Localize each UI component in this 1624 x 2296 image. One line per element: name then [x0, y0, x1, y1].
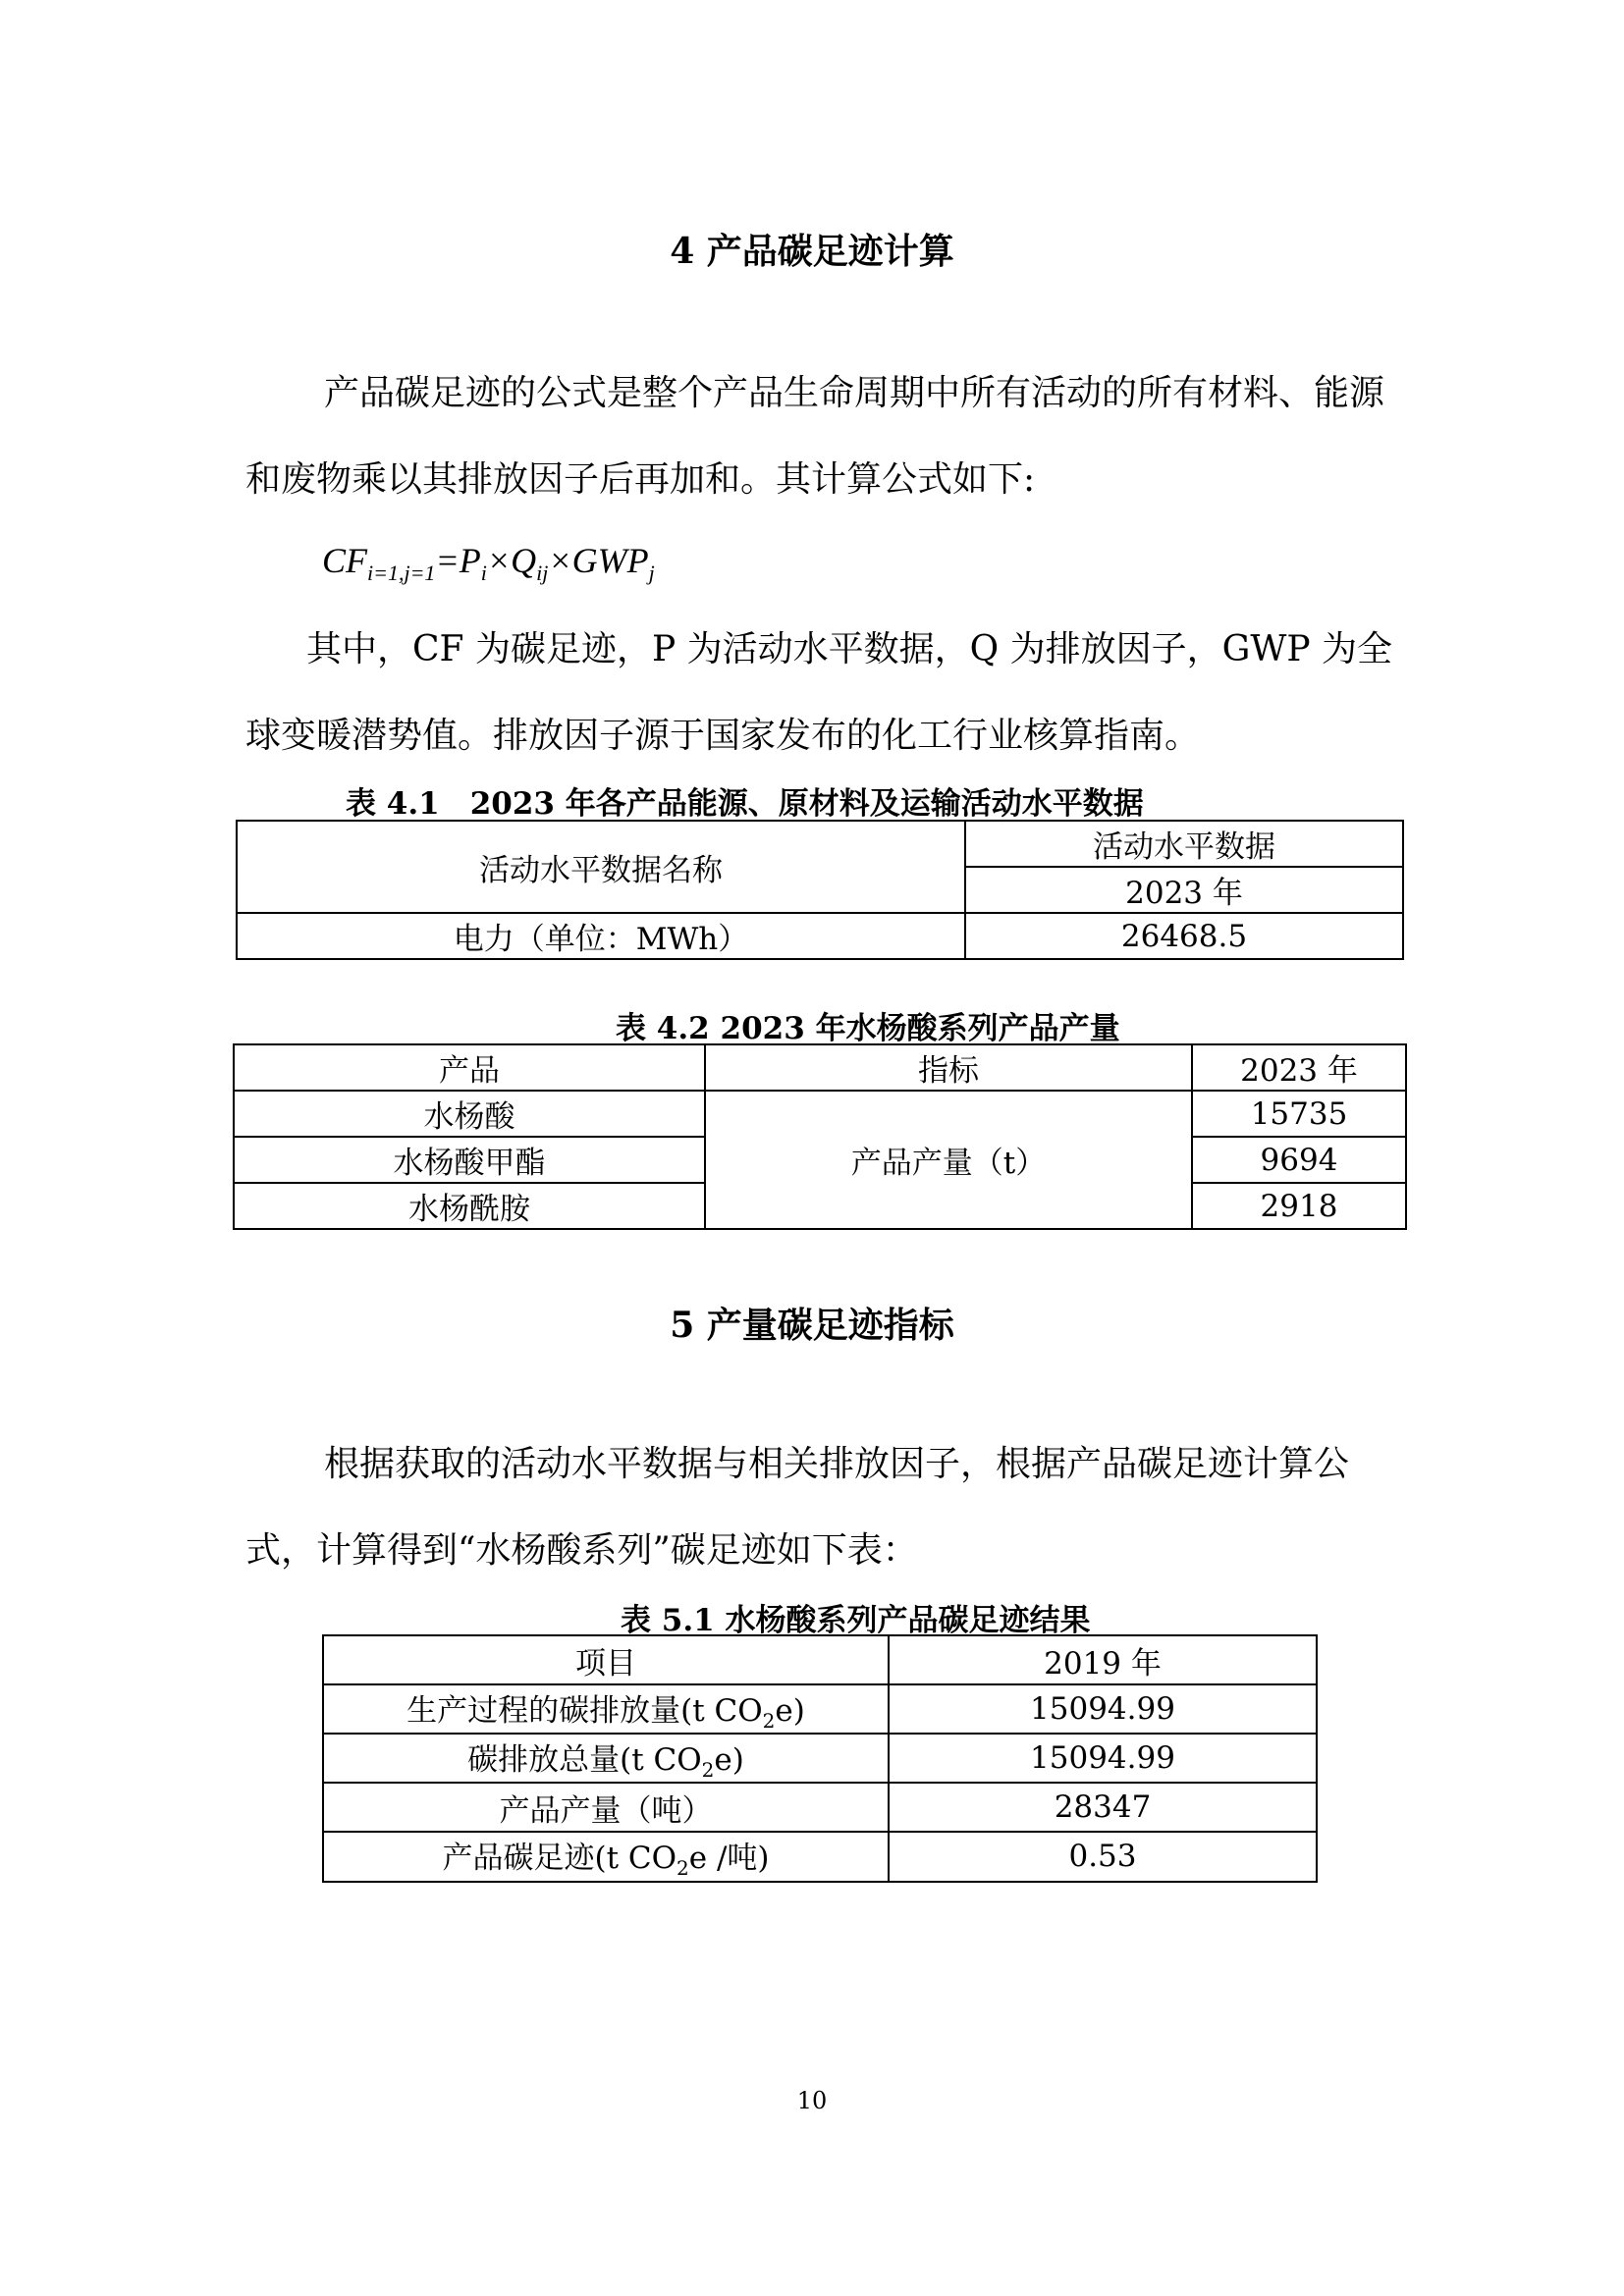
item-subscript: 2 — [762, 1709, 776, 1734]
table-row — [323, 1684, 1317, 1734]
table-5-1-cell-value: 0.53 — [889, 1832, 1317, 1881]
table-4-2-cell-value: 15735 — [1192, 1091, 1406, 1137]
table-5-1-cell-item — [323, 1684, 889, 1734]
section-4-paragraph-2: 其中，CF 为碳足迹，P 为活动水平数据，Q 为排放因子，GWP 为全球变暖潜势值。排放因子源于国家发布的化工行业核算指南。 — [245, 629, 1393, 756]
table-4-1 — [236, 820, 1404, 960]
section-5-heading: 5 产量碳足迹指标 — [670, 1305, 954, 1346]
item-text: 生产过程的碳排放量(t CO — [406, 1693, 763, 1729]
table-row — [234, 1091, 1406, 1137]
table-5-1-header-year: 2019 年 — [889, 1635, 1317, 1684]
section-4-heading: 4 产品碳足迹计算 — [670, 231, 954, 272]
item-subscript: 2 — [677, 1856, 689, 1881]
item-text: 碳排放总量(t CO — [467, 1742, 702, 1779]
table-row — [323, 1783, 1317, 1832]
table-5-1-cell-item — [323, 1832, 889, 1881]
table-4-1-header-year: 2023 年 — [965, 867, 1403, 913]
item-subscript: 2 — [701, 1758, 715, 1783]
item-text-suffix: e /吨) — [688, 1841, 770, 1877]
item-text: 产品产量（吨） — [499, 1792, 713, 1829]
page-number: 10 — [796, 2087, 828, 2114]
table-4-2 — [233, 1043, 1407, 1230]
table-4-2-header-product: 产品 — [234, 1044, 705, 1091]
table-4-2-cell-product: 水杨酰胺 — [234, 1183, 705, 1229]
table-5-1-cell-value: 15094.99 — [889, 1684, 1317, 1734]
table-row — [323, 1832, 1317, 1881]
table-5-1-header-item: 项目 — [323, 1635, 889, 1684]
item-text: 产品碳足迹(t CO — [442, 1841, 677, 1877]
table-row — [237, 913, 1403, 959]
section-4-paragraph-1: 产品碳足迹的公式是整个产品生命周期中所有活动的所有材料、能源和废物乘以其排放因子后再加和。其计算公式如下: — [245, 373, 1385, 500]
table-5-1-cell-item — [323, 1734, 889, 1783]
table-5-1-caption: 表 5.1 水杨酸系列产品碳足迹结果 — [621, 1603, 1091, 1638]
formula-gwp: ×GWP — [548, 541, 649, 580]
table-4-2-header-year: 2023 年 — [1192, 1044, 1406, 1091]
formula-q-subscript: ij — [536, 561, 549, 586]
table-4-1-cell-name: 电力（单位：MWh） — [237, 913, 965, 959]
table-4-2-caption: 表 4.2 2023 年水杨酸系列产品产量 — [616, 1011, 1120, 1046]
table-4-2-cell-value: 2918 — [1192, 1183, 1406, 1229]
table-4-2-cell-product: 水杨酸 — [234, 1091, 705, 1137]
table-4-1-caption: 表 4.1 2023 年各产品能源、原材料及运输活动水平数据 — [346, 786, 1144, 822]
table-4-2-cell-value: 9694 — [1192, 1137, 1406, 1183]
table-4-2-cell-product: 水杨酸甲酯 — [234, 1137, 705, 1183]
section-5-paragraph: 根据获取的活动水平数据与相关排放因子，根据产品碳足迹计算公式，计算得到“水杨酸系列”碳足迹如下表： — [245, 1444, 1350, 1571]
table-row — [323, 1734, 1317, 1783]
formula-p-subscript: i — [480, 561, 487, 586]
formula-p: =P — [435, 541, 481, 580]
table-5-1-cell-value: 28347 — [889, 1783, 1317, 1832]
formula-gwp-subscript: j — [648, 561, 655, 586]
table-5-1 — [322, 1634, 1318, 1883]
formula-cf-subscript: i=1,j=1 — [367, 561, 436, 586]
formula-q: ×Q — [486, 541, 537, 580]
item-text-suffix: e) — [714, 1742, 744, 1779]
table-4-1-header-data: 活动水平数据 — [965, 821, 1403, 867]
item-text-suffix: e) — [775, 1693, 805, 1729]
table-5-1-cell-item — [323, 1783, 889, 1832]
carbon-footprint-formula — [322, 540, 655, 586]
table-4-2-header-indicator: 指标 — [705, 1044, 1192, 1091]
table-5-1-cell-value: 15094.99 — [889, 1734, 1317, 1783]
table-4-1-header-name: 活动水平数据名称 — [237, 821, 965, 913]
formula-cf: CF — [322, 541, 368, 580]
table-4-2-cell-indicator: 产品产量（t） — [705, 1091, 1192, 1229]
table-4-1-cell-value: 26468.5 — [965, 913, 1403, 959]
